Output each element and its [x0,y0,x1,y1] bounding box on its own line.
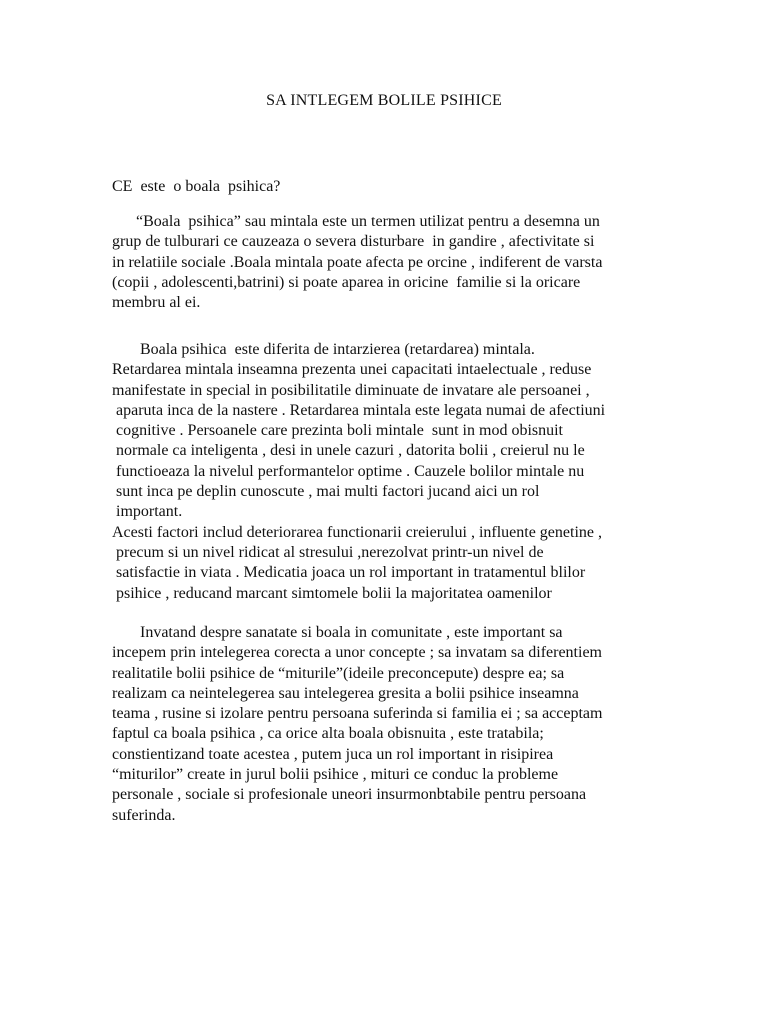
paragraph-line: Boala psihica este diferita de intarzierea (retardarea) mintala. [112,341,535,358]
paragraph-line: (copii , adolescenti,batrini) si poate aparea in oricine familie si la oricare [112,273,581,291]
paragraph-line: “miturilor” create in jurul bolii psihice , mituri ce conduc la probleme [112,766,559,784]
paragraph-line: precum si un nivel ridicat al stresului ,nerezolvat printr-un nivel de [112,543,544,561]
paragraph-line: in relatiile sociale .Boala mintala poate afecta pe orcine , indiferent de varsta [112,253,603,271]
paragraph-line: personale , sociale si profesionale uneori insurmonbtabile pentru persoana [112,786,587,804]
paragraph-definition [112,212,660,313]
paragraph-community [112,623,660,826]
paragraph-line: “Boala psihica” sau mintala este un termen utilizat pentru a desemna un [112,213,600,230]
paragraph-line: normale ca inteligenta , desi in unele cazuri , datorita bolii , creierul nu le [112,442,585,460]
paragraph-line: satisfactie in viata . Medicatia joaca un rol important in tratamentul blilor [112,564,586,582]
paragraph-line: grup de tulburari ce cauzeaza o severa disturbare in gandire , afectivitate si [112,233,595,251]
paragraph-line: aparuta inca de la nastere . Retardarea mintala este legata numai de afectiuni [112,401,606,419]
document-title: SA INTLEGEM BOLILE PSIHICE [266,92,502,109]
paragraph-line: incepem prin intelegerea corecta a unor concepte ; sa invatam sa diferentiem [112,644,602,662]
paragraph-line: important. [112,503,183,521]
paragraph-retardation [112,340,660,604]
paragraph-line: Acesti factori includ deteriorarea functionarii creierului , influente genetine , [112,523,602,541]
paragraph-line: teama , rusine si izolare pentru persoana suferinda si familia ei ; sa acceptam [112,705,603,723]
section-question: CE este o boala psihica? [112,178,281,195]
paragraph-line: membru al ei. [112,294,201,312]
paragraph-line: constientizand toate acestea , putem juca un rol important in risipirea [112,745,554,763]
paragraph-line: functioeaza la nivelul performantelor optime . Cauzele bolilor mintale nu [112,462,585,480]
paragraph-line: cognitive . Persoanele care prezinta boli mintale sunt in mod obisnuit [112,422,563,440]
paragraph-line: manifestate in special in posibilitatile diminuate de invatare ale persoanei , [112,381,590,399]
paragraph-line: realizam ca neintelegerea sau intelegerea gresita a bolii psihice inseamna [112,684,579,702]
paragraph-line: sunt inca pe deplin cunoscute , mai multi factori jucand aici un rol [112,483,540,501]
paragraph-line: faptul ca boala psihica , ca orice alta boala obisnuita , este tratabila; [112,725,544,743]
paragraph-line: Invatand despre sanatate si boala in comunitate , este important sa [112,624,563,641]
paragraph-line: Retardarea mintala inseamna prezenta unei capacitati intaelectuale , reduse [112,361,592,379]
paragraph-line: realitatile bolii psihice de “miturile”(ideile preconcepute) despre ea; sa [112,664,565,682]
paragraph-line: psihice , reducand marcant simtomele bolii la majoritatea oamenilor [112,584,552,602]
paragraph-line: suferinda. [112,806,176,824]
